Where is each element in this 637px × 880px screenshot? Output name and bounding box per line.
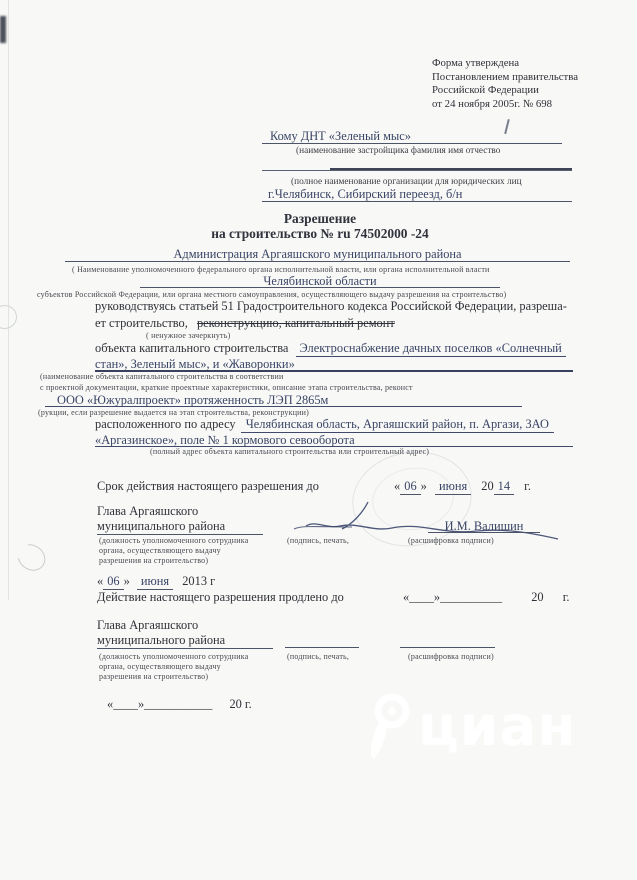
caption-object-2: с проектной документации, краткие проектные характеристики, описание этапа строительства, реконст — [40, 383, 413, 392]
body-guided-by: руководствуясь статьей 51 Градостроительного кодекса Российской Федерации, разреша- — [95, 299, 567, 313]
designer-line — [45, 391, 522, 407]
issuer-authority-line — [65, 245, 570, 262]
scan-corner-artifact — [0, 16, 6, 43]
caption-role-1: (должность уполномоченного сотрудника — [99, 652, 249, 661]
footer-blank: «____»___________ — [107, 697, 213, 711]
official-title-2 — [97, 519, 263, 535]
official-title-1: Глава Аргаяшского — [97, 504, 199, 518]
quote-open: « — [97, 574, 104, 588]
caption-role-3: разрешения на строительство) — [99, 556, 209, 565]
caption-name: (расшифровка подписи) — [408, 652, 494, 661]
addressee-caption-person: (наименование застройщика фамилия имя отчество — [296, 146, 501, 156]
blank-line-thick-segment — [330, 168, 572, 170]
official-title-2-text: муниципального района — [97, 633, 273, 649]
blank-name-line — [400, 633, 495, 648]
caption-role-1: (должность уполномоченного сотрудника — [99, 536, 249, 545]
validity-century: 20 — [481, 479, 494, 493]
prolong-label: Действие настоящего разрешения продлено до — [97, 590, 344, 604]
signatory-name-line — [428, 517, 540, 533]
caption-signature: (подпись, печать, — [287, 536, 350, 545]
caption-address: (полный адрес объекта капитального строительства или строительный адрес) — [150, 447, 430, 456]
object-label: объекта капитального строительства — [95, 341, 289, 355]
validity-year: 14 — [494, 479, 514, 495]
official-title-1: Глава Аргаяшского — [97, 618, 199, 632]
form-approval-line: Российской Федерации — [432, 84, 539, 97]
official-title-2-text: муниципального района — [97, 519, 263, 535]
addressee-line — [262, 127, 562, 144]
issue-day: 06 — [103, 574, 123, 590]
caption-cross-out: ( ненужное зачеркнуть) — [146, 331, 231, 340]
footer-year: 20 г. — [229, 697, 252, 711]
object-value-2: стан», Зеленый мыс», и «Жаворонки» — [95, 357, 295, 371]
issuer-caption-authority: ( Наименование уполномоченного федерального органа исполнительной власти, или органа исполнительной власти — [72, 265, 490, 274]
issuer-region-line — [140, 272, 500, 288]
quote-close: » — [420, 479, 427, 493]
object-line-2 — [95, 355, 573, 372]
caption-role-2: органа, осуществляющего выдачу — [99, 546, 221, 555]
hole-punch-mark — [12, 539, 50, 576]
body-struck-options: реконструкцию, капитальный ремонт — [196, 315, 395, 330]
validity-line — [97, 479, 531, 495]
address-label: расположенного по адресу — [95, 417, 236, 431]
prolong-line — [97, 590, 569, 605]
cian-pin-icon — [366, 690, 414, 762]
address-value-2: «Аргазинское», поле № 1 кормового севооборота — [95, 433, 355, 447]
signatory-name: И.М. Валишин — [444, 519, 524, 533]
caption-role-3: разрешения на строительство) — [99, 672, 209, 681]
quote-open: « — [394, 479, 401, 493]
blank-signature-line — [285, 633, 359, 648]
addressee-caption-org: (полное наименование организации для юридических лиц — [291, 177, 522, 187]
form-approval-line: Постановлением правительства — [432, 70, 579, 83]
official-title-2 — [97, 633, 273, 649]
address-value-1: Челябинская область, Аргаяшский район, п. Аргази, ЗАО — [241, 417, 554, 433]
caption-role-2: органа, осуществляющего выдачу — [99, 662, 221, 671]
validity-label: Срок действия настоящего разрешения до — [97, 479, 319, 493]
body-permit-line — [95, 316, 395, 331]
prolong-year: 20 — [531, 590, 544, 604]
scan-edge-line — [8, 0, 9, 600]
form-approval-line: Форма утверждена — [432, 57, 520, 69]
footer-date-line — [107, 697, 252, 712]
object-value-1: Электроснабжение дачных поселков «Солнечный — [296, 341, 566, 357]
issuer-region-value: Челябинской области — [263, 274, 377, 288]
addressee-address-line — [262, 185, 572, 202]
hole-punch-mark — [0, 305, 17, 329]
form-approval-block — [432, 57, 578, 111]
validity-month: июня — [435, 479, 471, 495]
issue-date-line — [97, 574, 215, 590]
issue-month: июня — [137, 574, 173, 590]
issuer-authority-value: Администрация Аргаяшского муниципального района — [173, 247, 462, 261]
validity-suffix: г. — [524, 479, 531, 493]
form-approval-line: от 24 ноября 2005г. № 698 — [432, 97, 553, 110]
caption-object-1: (наименование объекта капитального строительства в соответствии — [40, 372, 284, 381]
caption-signature: (подпись, печать, — [287, 652, 350, 661]
addressee-value: Кому ДНТ «Зеленый мыс» — [270, 129, 411, 143]
watermark-text: циан — [418, 694, 577, 758]
quote-close: » — [123, 574, 130, 588]
prolong-suffix: г. — [562, 590, 570, 604]
issue-year: 2013 г — [182, 574, 216, 588]
body-permits-label: ет строительство, — [95, 315, 188, 330]
issuer-caption-region: субъектов Российской Федерации, или органа местного самоуправления, осуществляющего выдачу разрешения на строительство) — [37, 290, 507, 299]
caption-stage: (рукции, если разрешение выдается на этап строительства, реконструкции) — [38, 408, 310, 417]
address-line-2 — [95, 431, 573, 447]
caption-name: (расшифровка подписи) — [408, 536, 494, 545]
addressee-address-value: г.Челябинск, Сибирский переезд, б/н — [268, 187, 463, 201]
validity-day: 06 — [400, 479, 420, 495]
document-title: Разрешение — [283, 211, 357, 226]
watermark — [366, 690, 576, 762]
document-subtitle: на строительство № ru 74502000 -24 — [211, 226, 429, 241]
prolong-blank: «____»__________ — [402, 590, 503, 604]
designer-value: ООО «Южуралпроект» протяженность ЛЭП 2865м — [57, 393, 329, 407]
